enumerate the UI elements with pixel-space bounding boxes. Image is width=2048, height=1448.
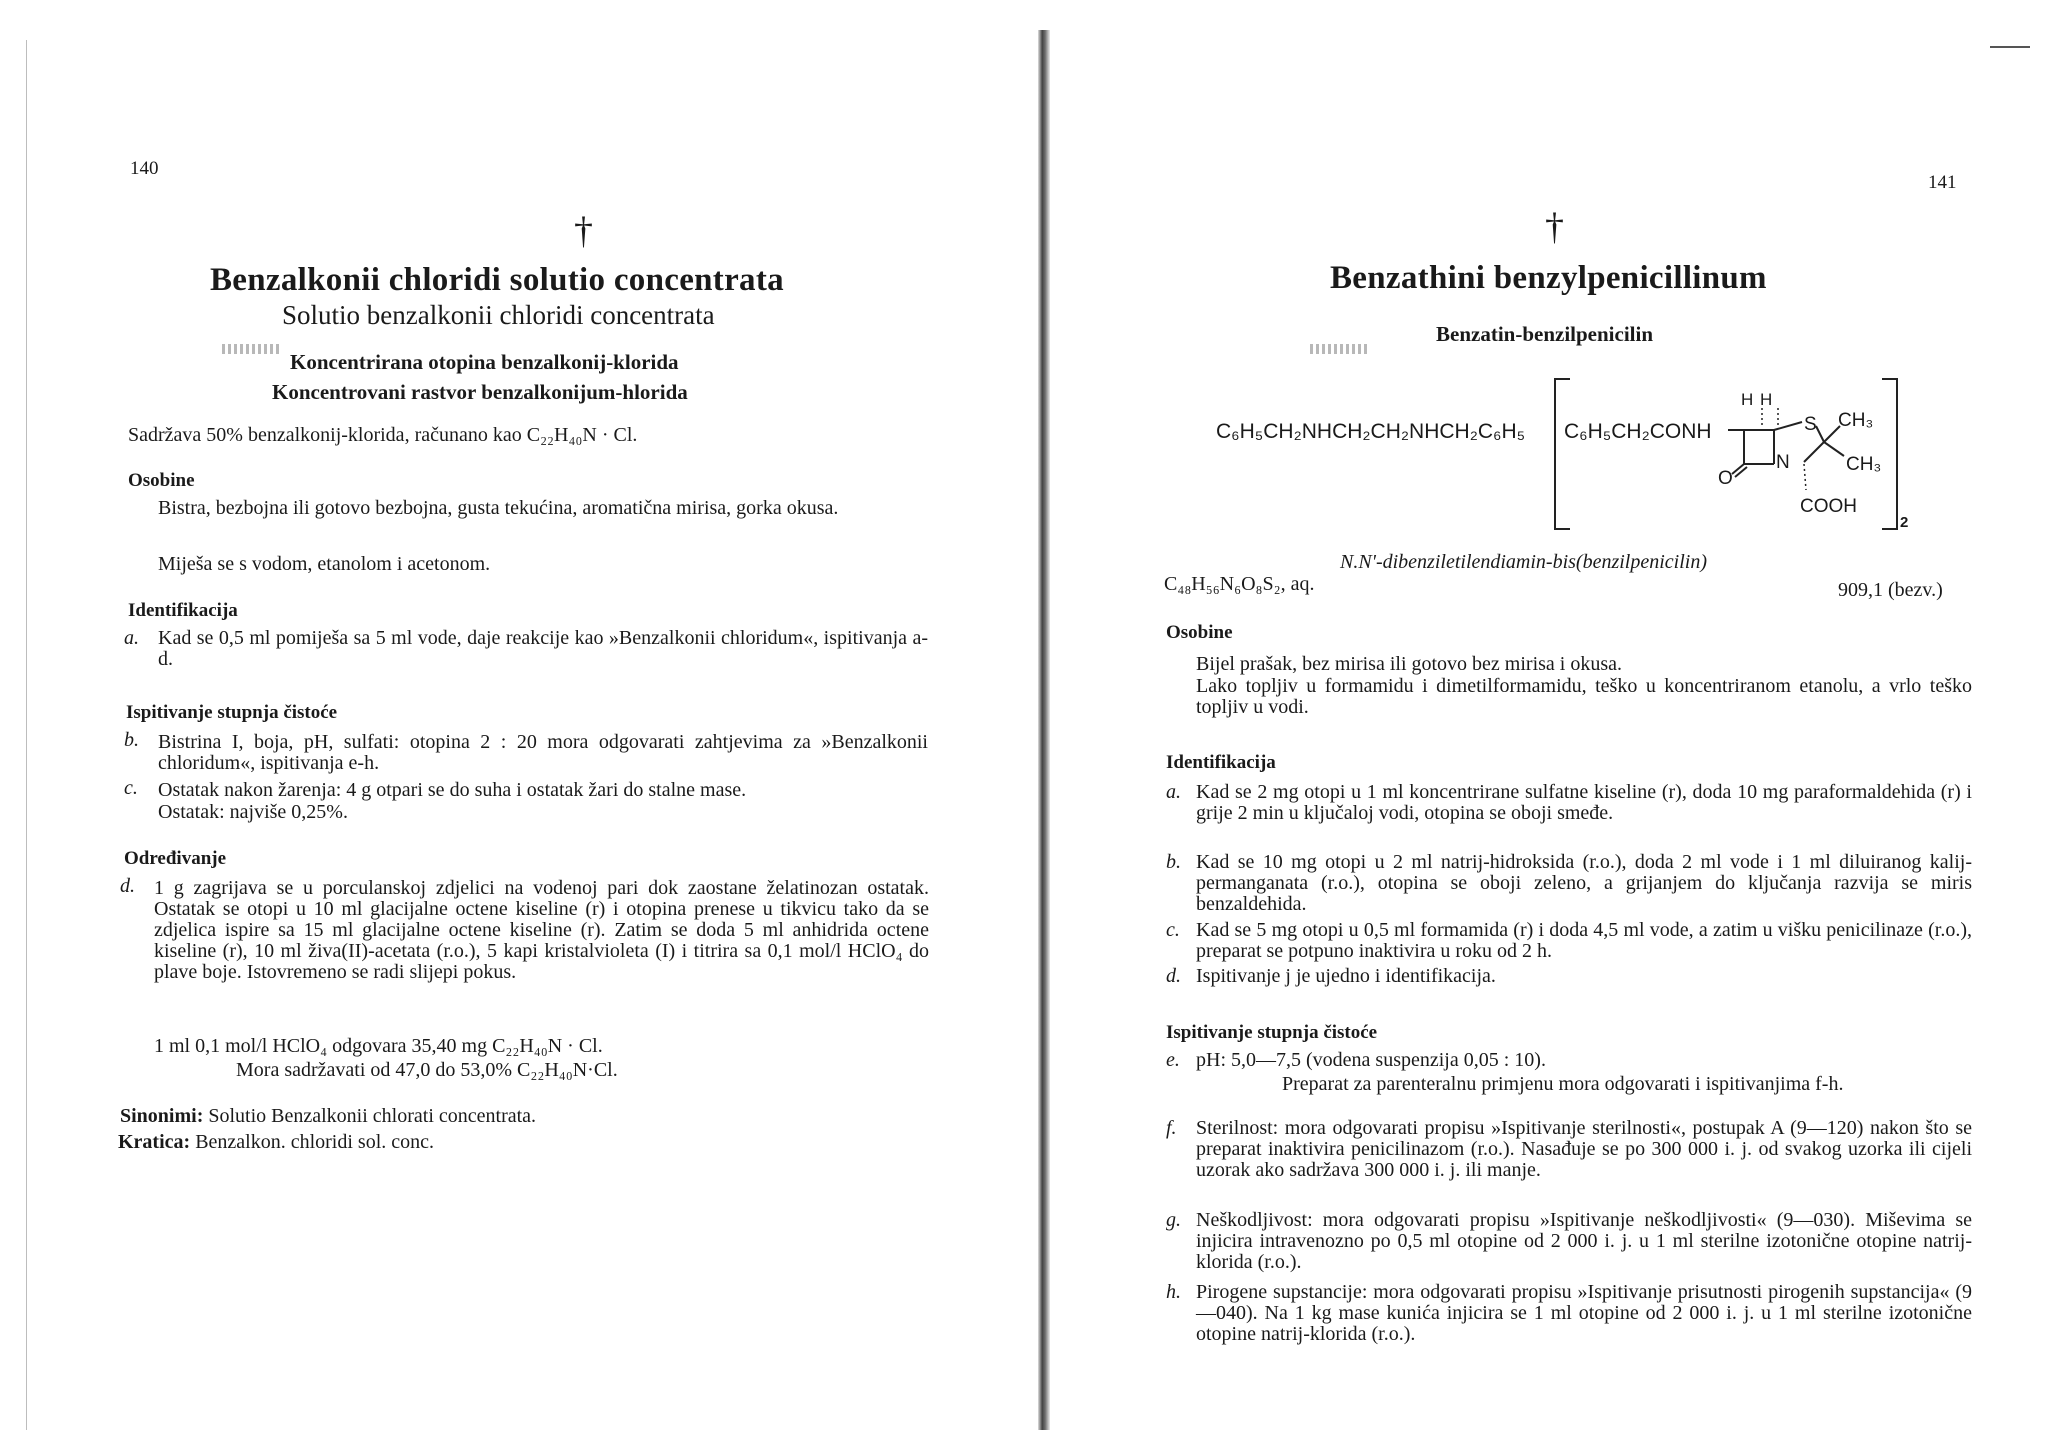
- formula-s: S: [1804, 414, 1817, 435]
- item-label-c: c.: [124, 777, 138, 799]
- purity-f-text: Sterilnost: mora odgovarati propisu »Ispitivanje sterilnosti«, postupak A (9—120) nakon što se preparat inaktivira penicilinazom (r.o.). Nasađuje se po 300 000 i. j. od svakog uzorka ili cijeli uzorak ako sadržava 300 000 i. j. ili manje.: [1196, 1117, 1972, 1181]
- assay-limit: Mora sadržavati od 47,0 do 53,0% C₂₂H₄₀N·Cl.: [236, 1059, 618, 1081]
- assay-equivalence: 1 ml 0,1 mol/l HClO₄ odgovara 35,40 mg C₂₂H₄₀N · Cl.: [154, 1035, 603, 1057]
- section-heading-osobine: Osobine: [128, 470, 195, 491]
- purity-c-limit: Ostatak: najviše 0,25%.: [158, 801, 348, 823]
- purity-b-text: Bistrina I, boja, pH, sulfati: otopina 2 : 20 mora odgovarati zahtjevima za »Benzalkonii chloridum«, ispitivanja e-h.: [158, 731, 928, 774]
- formula-h1: H: [1741, 390, 1754, 409]
- formula-acyl-group: C₆H₅CH₂CONH: [1564, 420, 1712, 443]
- molecular-formula: C₄₈H₅₆N₆O₈S₂, aq.: [1164, 573, 1315, 595]
- ink-smudge: [1310, 344, 1370, 354]
- synonyms-text: Solutio Benzalkonii chlorati concentrata.: [208, 1105, 537, 1127]
- item-label-f: f.: [1166, 1117, 1177, 1139]
- ink-smudge: [222, 344, 282, 354]
- ident-b-text: Kad se 10 mg otopi u 2 ml natrij-hidroksida (r.o.), doda 2 ml vode i 1 ml diluiranog kalij-permanganata (r.o.), otopina se oboji zeleno, a grijanjem do ključanja razvija se miris benzaldehida.: [1196, 851, 1972, 915]
- formula-subscript: 2: [1900, 514, 1909, 531]
- item-label-c: c.: [1166, 919, 1180, 941]
- assay-d-text: 1 g zagrijava se u porculanskoj zdjelici na vodenoj pari dok zaostane želatinozan ostatak. Ostatak se otopi u 10 ml glacijalne octene kiseline (r) i otopina prenese u tikvicu tako da se zdjelica ispire sa 15 ml glacijalne octene kiseline (r). Zatim se doda 5 ml anhidrida octene kiseline (r), 10 ml živa(II)-acetata (r.o.), 5 kapi kristalvioleta (I) i titrira sa 0,1 mol/l HClO₄ do plave boje. Istovremeno se radi slijepi pokus.: [154, 877, 929, 983]
- section-heading-identifikacija: Identifikacija: [128, 600, 238, 621]
- purity-h-text: Pirogene supstancije: mora odgovarati propisu »Ispitivanje prisutnosti pirogenih supstancija« (9—040). Na 1 kg mase kunića injicira se 1 ml otopine od 2 000 i. j. u 1 ml sterilne izotonične otopine natrij-klorida (r.o.).: [1196, 1281, 1972, 1345]
- formula-bracket-right: [1882, 378, 1898, 530]
- section-heading-osobine: Osobine: [1166, 622, 1233, 643]
- right-page: [1048, 0, 2048, 1448]
- abbreviation-text: Benzalkon. chloridi sol. conc.: [195, 1131, 435, 1153]
- formula-o: O: [1718, 468, 1733, 489]
- section-heading-odredivanje: Određivanje: [124, 848, 227, 869]
- content-statement: Sadržava 50% benzalkonij-klorida, računano kao C₂₂H₄₀N · Cl.: [128, 424, 638, 446]
- formula-n: N: [1776, 452, 1790, 473]
- synonyms-label: Sinonimi:: [120, 1105, 204, 1127]
- item-label-d: d.: [120, 875, 135, 897]
- page-number: 140: [130, 158, 159, 179]
- osobine-text: Bistra, bezbojna ili gotovo bezbojna, gusta tekućina, aromatična mirisa, gorka okusa.: [158, 497, 839, 519]
- item-label-b: b.: [1166, 851, 1181, 873]
- monograph-subtitle: Solutio benzalkonii chloridi concentrata: [282, 300, 715, 330]
- croatian-name: Benzatin-benzilpenicilin: [1436, 322, 1654, 346]
- synonyms-line: [120, 1106, 536, 1127]
- formula-ring-bonds: [1728, 404, 1868, 504]
- formula-ch3-bottom: CH₃: [1846, 454, 1882, 475]
- purity-e-text: pH: 5,0—7,5 (vodena suspenzija 0,05 : 10).: [1196, 1049, 1546, 1071]
- ident-a-text: Kad se 0,5 ml pomiješa sa 5 ml vode, daje reakcije kao »Benzalkonii chloridum«, ispitivanja a-d.: [158, 627, 928, 670]
- formula-ch3-top: CH₃: [1838, 410, 1874, 431]
- osobine-text-2: Lako topljiv u formamidu i dimetilformamidu, teško u koncentriranom etanolu, a vrlo teško topljiv u vodi.: [1196, 675, 1972, 718]
- item-label-d: d.: [1166, 965, 1181, 987]
- osobine-text-1: Bijel prašak, bez mirisa ili gotovo bez mirisa i okusa.: [1196, 653, 1623, 675]
- section-heading-purity: Ispitivanje stupnja čistoće: [1166, 1022, 1378, 1043]
- ident-c-text: Kad se 5 mg otopi u 0,5 ml formamida (r) i doda 4,5 ml vode, a zatim u višku penicilinaze (r.o.), preparat se potpuno inaktivira u roku od 2 h.: [1196, 919, 1972, 962]
- chemical-name: N.N'-dibenziletilendiamin-bis(benzilpenicilin): [1340, 551, 1708, 573]
- item-label-e: e.: [1166, 1049, 1180, 1071]
- croatian-name: Koncentrirana otopina benzalkonij-klorida: [290, 350, 679, 374]
- abbreviation-line: [118, 1132, 434, 1153]
- item-label-a: a.: [1166, 781, 1181, 803]
- ident-d-text: Ispitivanje j je ujedno i identifikacija.: [1196, 965, 1496, 987]
- purity-g-text: Neškodljivost: mora odgovarati propisu »Ispitivanje neškodljivosti« (9—030). Miševima se injicira intravenozno po 0,5 ml otopine od 2 000 i. j. u 1 ml sterilne izotonične otopine natrij-klorida (r.o.).: [1196, 1209, 1972, 1273]
- molar-mass: 909,1 (bezv.): [1838, 579, 1943, 601]
- ident-a-text: Kad se 2 mg otopi u 1 ml koncentrirane sulfatne kiseline (r), doda 10 mg paraformaldehida (r) i grije 2 min u ključaloj vodi, otopina se oboji smeđe.: [1196, 781, 1972, 824]
- item-label-b: b.: [124, 729, 139, 751]
- item-label-g: g.: [1166, 1209, 1181, 1231]
- formula-cooh: COOH: [1800, 496, 1857, 517]
- dagger-symbol: †: [574, 210, 593, 252]
- osobine-text-2: Miješa se s vodom, etanolom i acetonom.: [158, 553, 491, 575]
- section-heading-purity: Ispitivanje stupnja čistoće: [126, 702, 338, 723]
- item-label-h: h.: [1166, 1281, 1181, 1303]
- formula-bracket-left: [1554, 378, 1570, 530]
- purity-e-note: Preparat za parenteralnu primjenu mora odgovarati i ispitivanjima f-h.: [1282, 1073, 1844, 1095]
- page-number: 141: [1928, 172, 1957, 193]
- item-label-a: a.: [124, 627, 139, 649]
- purity-c-text: Ostatak nakon žarenja: 4 g otpari se do suha i ostatak žari do stalne mase.: [158, 779, 747, 801]
- serbian-name: Koncentrovani rastvor benzalkonijum-hlorida: [272, 380, 688, 404]
- abbreviation-label: Kratica:: [118, 1131, 191, 1153]
- section-heading-identifikacija: Identifikacija: [1166, 752, 1276, 773]
- formula-h2: H: [1760, 390, 1773, 409]
- monograph-title: Benzathini benzylpenicillinum: [1330, 260, 1767, 296]
- dagger-symbol: †: [1545, 206, 1564, 248]
- monograph-title: Benzalkonii chloridi solutio concentrata: [210, 262, 784, 298]
- formula-benzathine: C₆H₅CH₂NHCH₂CH₂NHCH₂C₆H₅: [1216, 420, 1526, 443]
